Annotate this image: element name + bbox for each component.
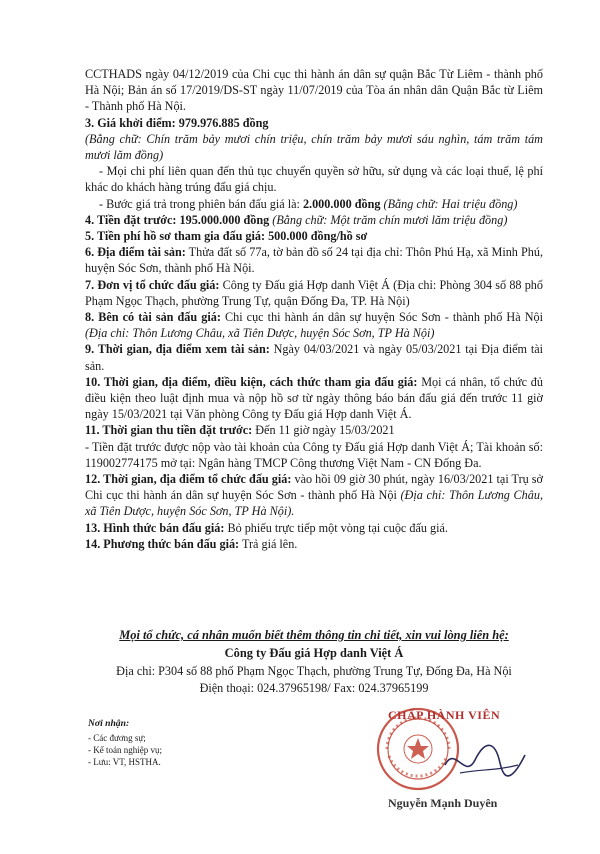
- section-12-label: 12. Thời gian, địa điểm tổ chức đấu giá:: [85, 472, 292, 487]
- section-7-organizer: [85, 277, 543, 309]
- signer-title: CHẤP HÀNH VIÊN: [388, 708, 501, 722]
- section-3-price-in-words: (Bằng chữ: Chín trăm bảy mươi chín triệu, chín trăm bảy mươi sáu nghìn, tám trăm tám mươi lăm đồng): [85, 131, 543, 163]
- section-4-deposit: [85, 212, 543, 228]
- section-6-text: Thửa đất số 77a, tờ bản đồ số 24 tại địa chỉ: Thôn Phú Hạ, xã Minh Phú, huyện Sóc Sơn, thành phố Hà Nội.: [85, 245, 544, 276]
- section-14-label: 14. Phương thức bán đấu giá:: [85, 536, 240, 551]
- recipients-block: [88, 718, 248, 768]
- section-6-label: 6. Địa điểm tài sản:: [85, 245, 186, 260]
- section-8-label: 8. Bên có tài sản đấu giá:: [85, 310, 221, 325]
- section-11-label: 11. Thời gian thu tiền đặt trước:: [85, 423, 253, 438]
- section-6-location: [85, 244, 543, 276]
- contact-heading: Mọi tổ chức, cá nhân muốn biết thêm thông tin chi tiết, xin vui lòng liên hệ:: [119, 628, 509, 642]
- signer-name: Nguyễn Mạnh Duyên: [388, 796, 498, 810]
- bid-step-words: (Bằng chữ: Hai triệu đồng): [380, 196, 518, 211]
- recipient-item: - Kế toán nghiệp vụ;: [88, 745, 162, 755]
- section-13-form: [85, 520, 543, 536]
- section-10-text: Mọi cá nhân, tổ chức đủ điều kiện theo luật định mua và nộp hồ sơ từ ngày thông báo bán đấu giá đến trước 11 giờ ngày 15/03/2021 tại Văn phòng Công ty Đấu giá Hợp danh Việt Á.: [85, 374, 543, 422]
- handwritten-signature-icon: [440, 735, 530, 790]
- recipient-item: - Các đương sự;: [88, 733, 146, 743]
- section-4-label: 4. Tiền đặt trước: 195.000.000 đồng: [85, 212, 270, 227]
- section-5-file-fee: 5. Tiền phí hồ sơ tham gia đấu giá: 500.000 đồng/hồ sơ: [85, 229, 368, 244]
- section-3-starting-price: 3. Giá khởi điểm: 979.976.885 đồng: [85, 115, 269, 130]
- bid-step-prefix: - Bước giá trả trong phiên bán đấu giá là:: [99, 196, 303, 211]
- company-phone: Điện thoại: 024.37965198/ Fax: 024.37965199: [199, 681, 429, 695]
- section-13-label: 13. Hình thức bán đấu giá:: [85, 520, 225, 535]
- intro-paragraph: CCTHADS ngày 04/12/2019 của Chi cục thi hành án dân sự quận Bắc Từ Liêm - thành phố Hà Nội; Bản án số 17/2019/DS-ST ngày 11/07/2019 của Tòa án nhân dân Quận Bắc từ Liêm - Thành phố Hà Nội.: [85, 67, 543, 114]
- section-3-bid-step: [85, 196, 543, 212]
- recipient-item: - Lưu: VT, HSTHA.: [88, 757, 161, 767]
- section-9-text: Ngày 04/03/2021 và ngày 05/03/2021 tại Địa điểm tài sản.: [85, 342, 544, 373]
- recipients-title: Nơi nhận:: [88, 718, 130, 729]
- company-name: Công ty Đấu giá Hợp danh Việt Á: [224, 646, 404, 660]
- document-body: [85, 66, 543, 552]
- section-11-text: Đến 11 giờ ngày 15/03/2021: [252, 423, 395, 438]
- section-8-owner: [85, 309, 543, 341]
- section-13-text: Bỏ phiếu trực tiếp một vòng tại cuộc đấu giá.: [224, 520, 448, 535]
- section-12-address: (Địa chỉ: Thôn Lương Châu, xã Tiên Dược, huyện Sóc Sơn, TP Hà Nội).: [85, 488, 544, 519]
- section-10-label: 10. Thời gian, địa điểm, điều kiện, cách thức tham gia đấu giá:: [85, 374, 418, 389]
- section-12-auction-time: [85, 471, 543, 520]
- section-14-text: Trả giá lên.: [239, 536, 298, 551]
- section-9-viewing: [85, 341, 543, 373]
- section-4-words: (Bằng chữ: Một trăm chín mươi lăm triệu đồng): [269, 212, 508, 227]
- section-8-address: (Địa chỉ: Thôn Lương Châu, xã Tiên Dược, huyện Sóc Sơn, TP Hà Nội): [85, 326, 435, 341]
- section-12-text: vào hồi 09 giờ 30 phút, ngày 16/03/2021 tại Trụ sở Chi cục thi hành án dân sự huyện Sóc Sơn - thành phố Hà Nội: [85, 472, 543, 503]
- section-7-text: Công ty Đấu giá Hợp danh Việt Á (Địa chỉ: Phòng 304 số 88 phố Phạm Ngọc Thạch, phường Trung Tự, quận Đống Đa, TP. Hà Nội): [85, 277, 543, 308]
- section-10-participation: [85, 374, 543, 423]
- section-9-label: 9. Thời gian, địa điểm xem tài sản:: [85, 342, 270, 357]
- section-3-fees: - Mọi chi phí liên quan đến thủ tục chuyển quyền sở hữu, sử dụng và các loại thuế, lệ phí khác do khách hàng trúng đấu giá chịu.: [85, 164, 543, 195]
- bid-step-amount: 2.000.000 đồng: [302, 196, 381, 211]
- section-11-account: - Tiền đặt trước được nộp vào tài khoản của Công ty Đấu giá Hợp danh Việt Á; Tài khoản số: 119002774175 mở tại: Ngân hàng TMCP Công thương Việt Nam - CN Đống Đa.: [85, 439, 543, 470]
- section-14-method: [85, 536, 543, 552]
- section-11-deposit-time: [85, 422, 543, 438]
- section-8-text: Chi cục thi hành án dân sự huyện Sóc Sơn - thành phố Hà Nội: [220, 310, 543, 325]
- section-7-label: 7. Đơn vị tổ chức đấu giá:: [85, 277, 220, 292]
- company-address: Địa chỉ: P304 số 88 phố Phạm Ngọc Thạch, phường Trung Tự, Đống Đa, Hà Nội: [116, 664, 512, 678]
